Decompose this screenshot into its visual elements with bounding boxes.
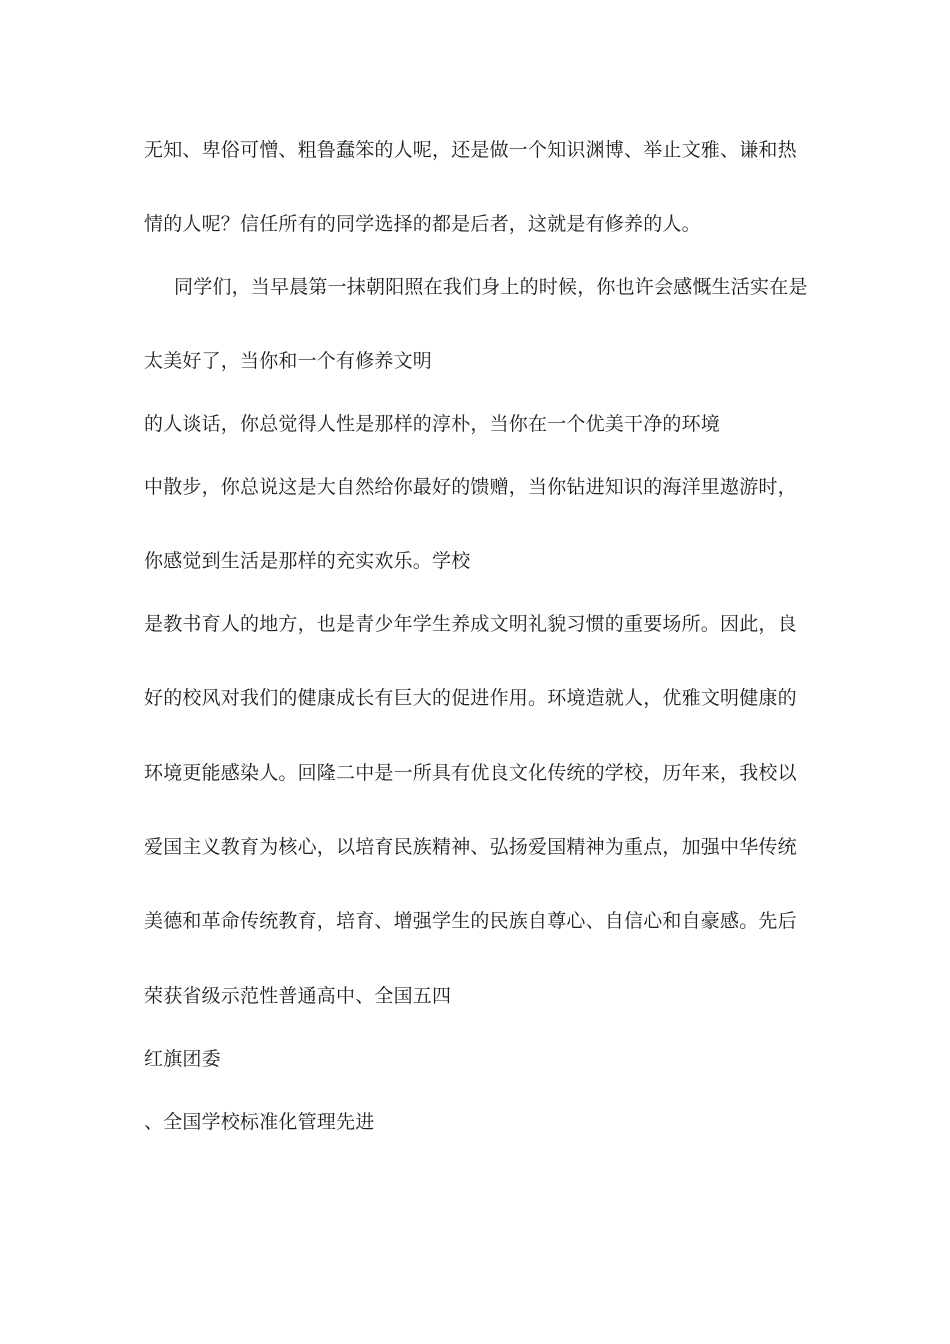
paragraph-start-line: 同学们，当早晨第一抹朝阳照在我们身上的时候，你也许会感慨生活实在是 [174, 276, 808, 298]
text-line: 中散步，你总说这是大自然给你最好的馈赠，当你钻进知识的海洋里遨游时， [144, 476, 797, 498]
text-line: 、全国学校标准化管理先进 [144, 1111, 375, 1133]
text-line: 爱国主义教育为核心，以培育民族精神、弘扬爱国精神为重点，加强中华传统 [144, 836, 797, 858]
text-line: 情的人呢？信任所有的同学选择的都是后者，这就是有修养的人。 [144, 213, 701, 235]
text-line: 的人谈话，你总觉得人性是那样的淳朴，当你在一个优美干净的环境 [144, 413, 721, 435]
text-line: 太美好了，当你和一个有修养文明 [144, 350, 433, 372]
text-line: 你感觉到生活是那样的充实欢乐。学校 [144, 550, 471, 572]
text-line: 好的校风对我们的健康成长有巨大的促进作用。环境造就人，优雅文明健康的 [144, 687, 797, 709]
text-line: 美德和革命传统教育，培育、增强学生的民族自尊心、自信心和自豪感。先后 [144, 910, 797, 932]
text-line: 无知、卑俗可憎、粗鲁蠢笨的人呢，还是做一个知识渊博、举止文雅、谦和热 [144, 139, 797, 161]
text-line: 荣获省级示范性普通高中、全国五四 [144, 985, 452, 1007]
text-line: 红旗团委 [144, 1048, 221, 1070]
text-line: 是教书育人的地方，也是青少年学生养成文明礼貌习惯的重要场所。因此，良 [144, 613, 797, 635]
text-line: 环境更能感染人。回隆二中是一所具有优良文化传统的学校，历年来，我校以 [144, 762, 797, 784]
